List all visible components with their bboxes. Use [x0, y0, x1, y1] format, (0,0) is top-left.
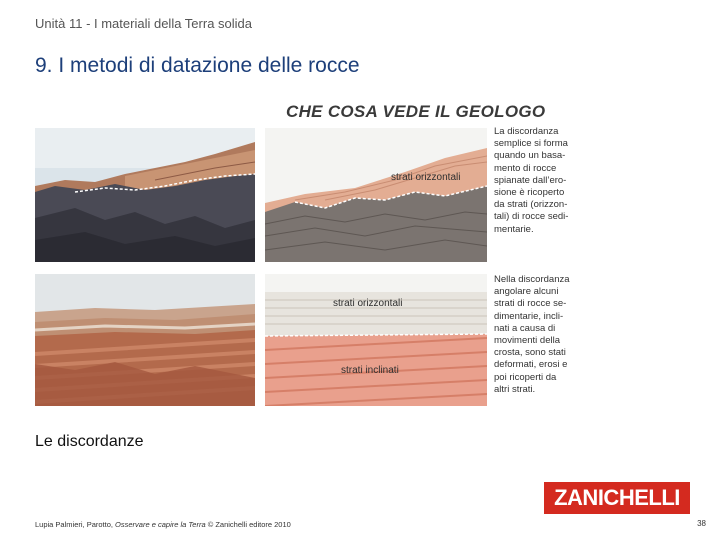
- caption-line: nati a causa di: [494, 322, 556, 334]
- caption-line: Nella discordanza: [494, 274, 570, 285]
- caption-line: altri strati.: [494, 383, 536, 395]
- caption-line: quando un basa-: [494, 150, 566, 162]
- caption-angular-unconformity: [494, 274, 586, 396]
- caption-line: mentarie.: [494, 223, 534, 235]
- caption-line: mento di rocce: [494, 162, 557, 174]
- footer-book-title: Osservare e capire la Terra: [115, 520, 206, 529]
- caption-simple-unconformity: [494, 126, 586, 236]
- footer-publisher: © Zanichelli editore 2010: [205, 520, 291, 529]
- caption-line: sione è ricoperto: [494, 187, 565, 199]
- caption-line: crosta, sono stati: [494, 347, 566, 359]
- slide-title: 9. I metodi di datazione delle rocce: [35, 54, 360, 77]
- footer-authors: Lupia Palmieri, Parotto,: [35, 520, 116, 529]
- caption-line: movimenti della: [494, 335, 560, 347]
- figure: [35, 98, 595, 410]
- caption-line: angolare alcuni: [494, 286, 559, 298]
- footer-credit: [35, 520, 291, 529]
- publisher-logo: ZANICHELLI: [544, 482, 690, 514]
- photo-simple-unconformity: [35, 128, 255, 262]
- photo-angular-unconformity: [35, 274, 255, 406]
- page-number: 38: [697, 519, 706, 528]
- caption-line: da strati (orizzon-: [494, 199, 568, 211]
- caption-line: poi ricoperti da: [494, 371, 557, 383]
- label-top-strati-orizzontali: strati orizzontali: [391, 172, 461, 183]
- caption-line: semplice si forma: [494, 138, 568, 150]
- caption-line: spianate dall’ero-: [494, 174, 567, 186]
- caption-line: tali) di rocce sedi-: [494, 211, 569, 223]
- label-strati-inclinati: strati inclinati: [341, 365, 399, 376]
- caption-line: deformati, erosi e: [494, 359, 568, 371]
- diagram-angular-unconformity: [265, 274, 487, 406]
- subtitle: Le discordanze: [35, 433, 144, 450]
- caption-line: dimentarie, incli-: [494, 310, 564, 322]
- figure-heading: CHE COSA VEDE IL GEOLOGO: [286, 102, 546, 121]
- diagram-simple-unconformity: [265, 128, 487, 262]
- header-text: Unità 11 - I materiali della Terra solida: [35, 16, 253, 31]
- caption-line: strati di rocce se-: [494, 298, 567, 310]
- label-bottom-strati-orizzontali: strati orizzontali: [333, 298, 403, 309]
- caption-line: La discordanza: [494, 126, 559, 137]
